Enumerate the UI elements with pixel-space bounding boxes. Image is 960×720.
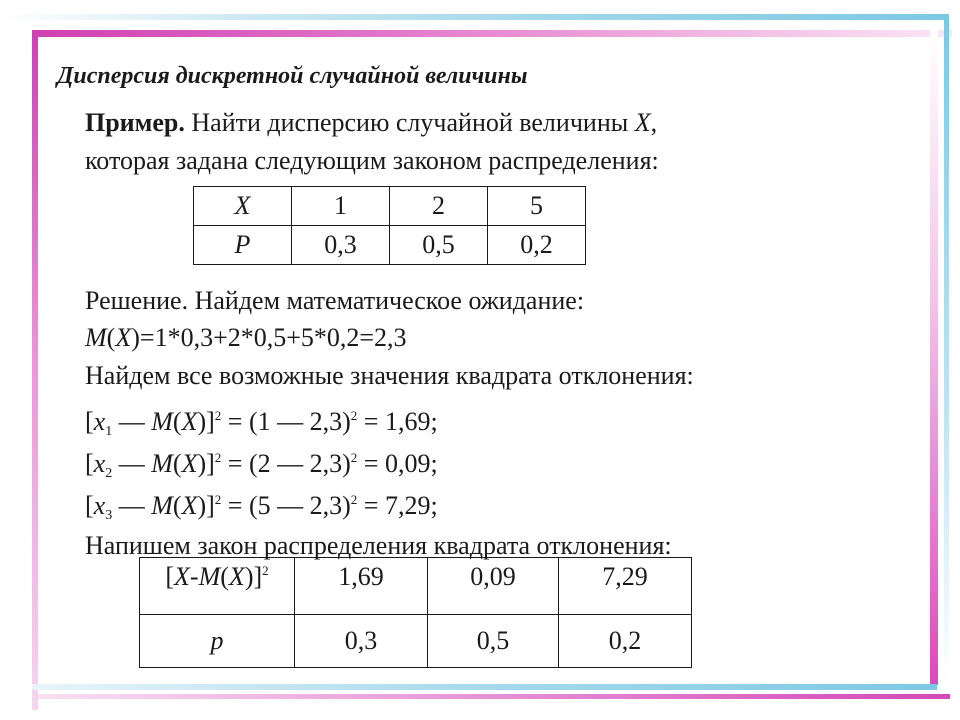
decorative-top-magenta-bar [32, 30, 952, 37]
table-cell: $[X-M(X)]^2$ [140, 558, 295, 615]
table-cell: 0,09 [428, 558, 559, 615]
example-label: Пример. [85, 108, 185, 137]
deviation-line-1: [$x_1$ — M(X)]$^2$ = (1 — 2,3)$^2$ = 1,69; [85, 407, 438, 439]
table-cell: 2 [390, 187, 488, 226]
slide-title: Дисперсия дискретной случайной величины [57, 63, 528, 89]
decorative-right-bar [930, 30, 938, 685]
table-row [140, 615, 692, 668]
table-cell: 0,2 [488, 226, 586, 265]
table-row [194, 226, 586, 265]
deviation-line-3: [$x_3$ — M(X)]$^2$ = (5 — 2,3)$^2$ = 7,29; [85, 491, 438, 523]
distribution-table [193, 186, 586, 265]
expectation-line: M(X)=1*0,3+2*0,5+5*0,2=2,3 [85, 323, 407, 352]
decorative-left-bar [32, 30, 38, 710]
table-cell: 0,5 [390, 226, 488, 265]
table-cell: 1 [292, 187, 390, 226]
table-row [194, 187, 586, 226]
table-cell: 7,29 [559, 558, 692, 615]
decorative-bottom-cyan-bar [32, 684, 937, 690]
squared-deviation-table [139, 557, 692, 668]
decorative-right-cyan-bar [944, 14, 949, 684]
table-cell: 0,3 [295, 615, 428, 668]
example-line-1: Пример. Найти дисперсию случайной величины X, [85, 108, 658, 137]
table-cell: p [140, 615, 295, 668]
law-line: Напишем закон распределения квадрата отклонения: [85, 531, 672, 560]
table-cell: 1,69 [295, 558, 428, 615]
deviation-line-2: [$x_2$ — M(X)]$^2$ = (2 — 2,3)$^2$ = 0,09; [85, 449, 438, 481]
example-line-2: которая задана следующим законом распределения: [85, 146, 659, 175]
table-cell: X [194, 187, 292, 226]
table-cell: 0,3 [292, 226, 390, 265]
table-row [140, 558, 692, 615]
table-cell: P [194, 226, 292, 265]
decorative-top-cyan-bar [0, 14, 948, 20]
table-cell: 0,5 [428, 615, 559, 668]
deviation-intro-line: Найдем все возможные значения квадрата отклонения: [85, 361, 694, 390]
solution-line: Решение. Найдем математическое ожидание: [85, 286, 585, 315]
table-cell: 5 [488, 187, 586, 226]
table-cell: 0,2 [559, 615, 692, 668]
decorative-bottom-magenta-bar [38, 694, 950, 699]
